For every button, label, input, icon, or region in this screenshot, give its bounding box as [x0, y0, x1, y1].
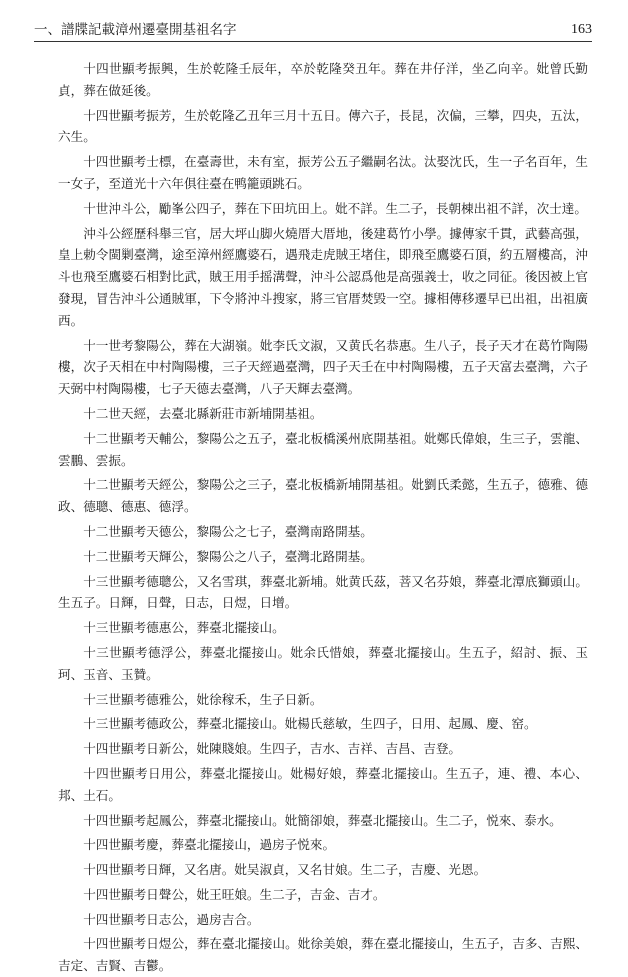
paragraph: 十四世顯考振芳，生於乾隆乙丑年三月十五日。傳六子，長昆，次偏，三攀，四央，五汰，六生。	[58, 107, 588, 145]
paragraph: 十一世考黎陽公，葬在大湖嶺。妣李氏文淑，又黄氏名恭惠。生八子，長子天才在葛竹陶陽樓，次子天相在中村陶陽樓，三子天經過臺灣，四子天壬在中村陶陽樓，五子天富去臺灣，六子天弼中村陶陽樓，七子天德去臺灣，八子天輝去臺灣。	[58, 337, 588, 397]
paragraph: 十四世顯考日聲公，妣王旺娘。生二子，吉金、吉才。	[83, 886, 386, 902]
running-header	[34, 16, 592, 42]
paragraph: 十四世顯考振興，生於乾隆壬辰年，卒於乾隆癸丑年。葬在井仔洋，坐乙向辛。妣曾氏勤貞，葬在做延後。	[58, 61, 588, 98]
body-text	[58, 58, 588, 977]
paragraph: 十四世顯考日煜公，葬在臺北擺接山。妣徐美娘，葬在臺北擺接山，生五子，吉多、吉熙、吉定、吉賢、吉鬱。	[58, 936, 588, 974]
paragraph: 沖斗公經歷科舉三官，居大坪山脚火燒厝大厝地，後建葛竹小學。據傳家千貫，武藝高强，皇上勅令閩剿臺灣，途至漳州經鷹婆石，遇飛走虎賊王堵住，即飛至鷹婆石頂，約五層樓高，沖斗也飛至鷹婆石相對比武，賊王用手摇溝聲，沖斗公認爲他是高强義士，收之同征。後因被上官發現，冒告沖斗公通賊軍，下令將沖斗搜家，將三官厝焚毁一空。據相傳移遷早已出祖，出祖廣西。	[58, 225, 588, 328]
paragraph: 十世沖斗公，勵峯公四子，葬在下田坑田上。妣不詳。生二子，長朝棟出祖不詳，次士達。	[83, 200, 587, 216]
header-title: 一、譜牒記載漳州遷臺開基祖名字	[34, 22, 237, 38]
paragraph: 十二世顯考天經公，黎陽公之三子，臺北板橋新埔開基祖。妣劉氏柔懿，生五子，德雅、德政、德聰、德惠、德浮。	[58, 477, 588, 515]
paragraph: 十四世顯考日新公，妣陳賤娘。生四子，吉水、吉祥、吉昌、吉登。	[83, 741, 461, 757]
paragraph: 十二世天經，去臺北縣新莊市新埔開基祖。	[83, 405, 323, 421]
paragraph: 十三世顯考德政公，葬臺北擺接山。妣楊氏慈敏，生四子，日用、起鳳、慶、窑。	[83, 716, 537, 732]
paragraph: 十四世顯考日輝，又名唐。妣吴淑貞，又名甘娘。生二子，吉慶、光恩。	[83, 862, 487, 878]
paragraph: 十三世顯考德浮公，葬臺北擺接山。妣余氏惜娘，葬臺北擺接山。生五子，紹討、振、玉珂、玉音、玉贊。	[58, 644, 588, 682]
paragraph: 十三世顯考德雅公，妣徐稼禾，生子日新。	[83, 691, 323, 707]
paragraph: 十三世顯考德聰公，又名雪琪，葬臺北新埔。妣黄氏茲，菩又名芬娘，葬臺北潭底獅頭山。生五子。日輝，日聲，日志，日煜，日增。	[58, 573, 588, 611]
paragraph: 十二世顯考天輔公，黎陽公之五子，臺北板橋溪州底開基祖。妣鄭氏偉娘，生三子，雲龍、雲鵬、雲振。	[58, 430, 588, 468]
paragraph: 十四世顯考士標，在臺壽世，未有室，振芳公五子繼嗣名汰。汰娶沈氏，生一子名百年，生一女子，至道光十六年俱往臺在鸭籠頭跳石。	[58, 154, 588, 191]
paragraph: 十四世顯考慶，葬臺北擺接山，過房子悦來。	[83, 837, 336, 853]
paragraph: 十四世顯考起鳳公，葬臺北擺接山。妣簡卻娘，葬臺北擺接山。生二子，悦來、泰水。	[83, 812, 562, 828]
paragraph: 十二世顯考天輝公，黎陽公之八子，臺灣北路開基。	[83, 548, 373, 564]
paragraph: 十二世顯考天德公，黎陽公之七子，臺灣南路開基。	[83, 523, 373, 539]
paragraph: 十四世顯考日用公，葬臺北擺接山。妣楊好娘，葬臺北擺接山。生五子，連、禮、本心、邦、土石。	[58, 765, 588, 803]
paragraph: 十四世顯考日志公，過房吉合。	[83, 911, 260, 927]
page-number: 163	[571, 22, 592, 37]
paragraph: 十三世顯考德惠公，葬臺北擺接山。	[83, 620, 285, 636]
